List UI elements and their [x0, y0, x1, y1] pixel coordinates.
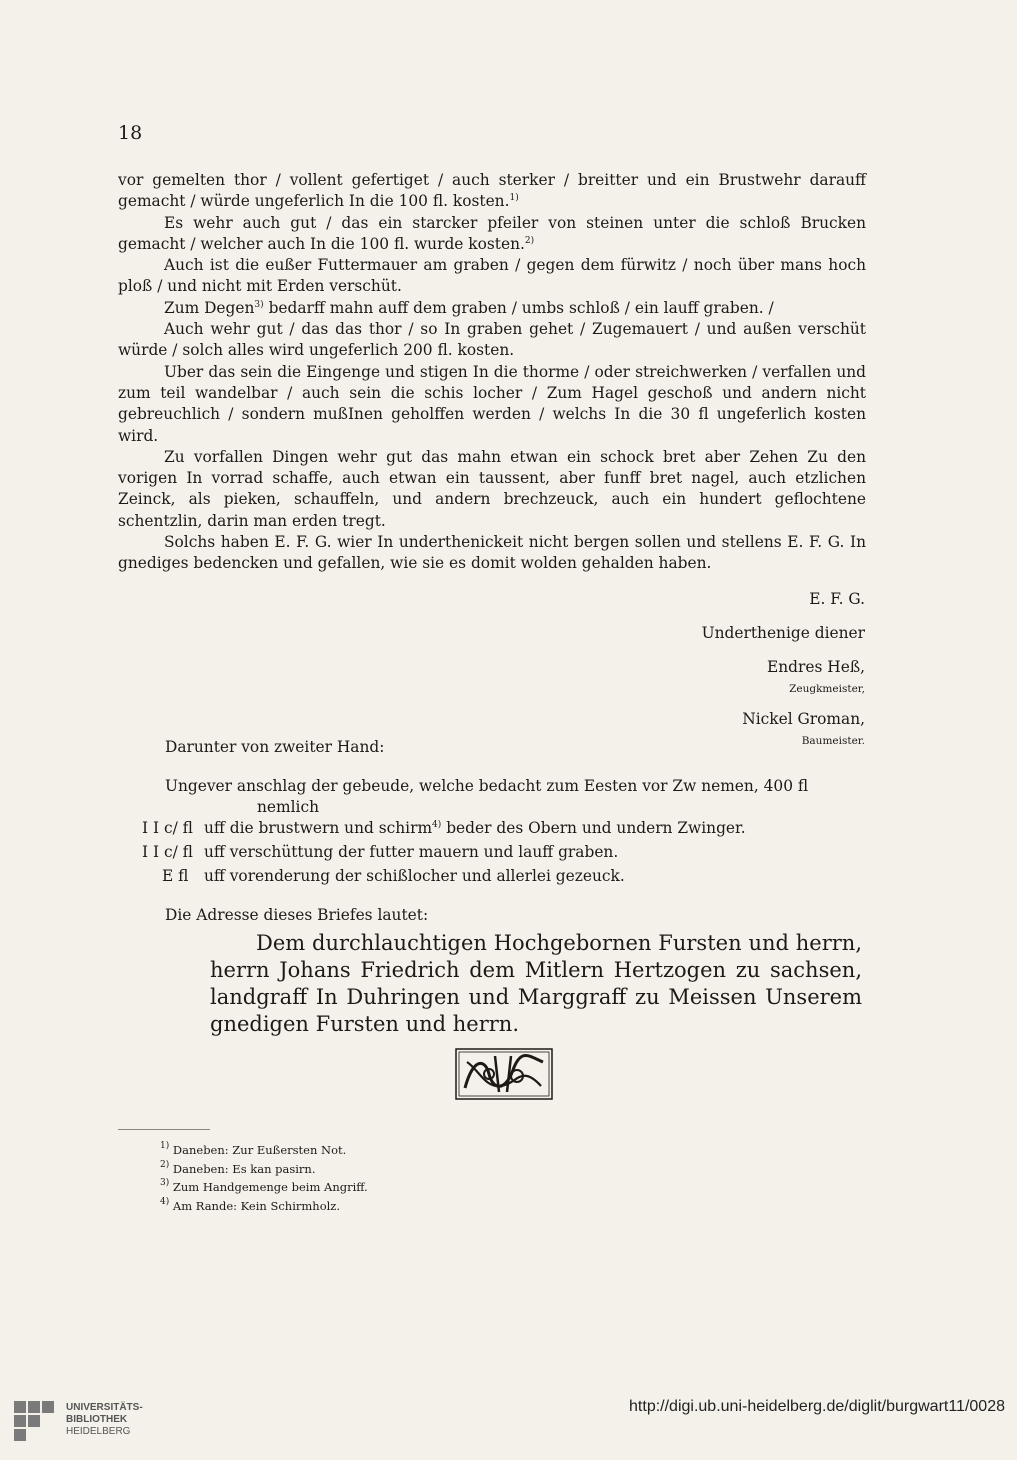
footnote-ref[interactable]: 2) [524, 235, 535, 246]
paragraph-1: vor gemelten thor / vollent gefertiget / auch sterker / breitter und ein Brustwehr darauff gemacht / würde ungeferlich In die 100 fl. kosten.$^{1)}$ [118, 171, 866, 211]
footnote-ref[interactable]: 1) [509, 193, 519, 204]
estimate-line-1: Ungever anschlag der gebeude, welche bedacht zum Eesten vor Zw nemen, 400 fl [165, 777, 809, 795]
footnotes [160, 1141, 368, 1215]
decorative-monogram-icon [455, 1048, 553, 1100]
footnote: $^{4)}$ Am Rande: Kein Schirmholz. [160, 1196, 341, 1213]
estimate-line-2: nemlich [257, 798, 319, 816]
paragraph-2: Es wehr auch gut / das ein starcker pfeiler von steinen unter die schloß Brucken gemacht / welcher auch In die 100 fl. wurde kosten.$^{2)}$ [118, 213, 866, 253]
paragraph-6: Uber das sein die Eingenge und stigen In die thorme / oder streichwerken / verfallen und zum teil wandelbar / auch sein die schis locher / Zum Hagel geschoß und andern nicht gebreuchlich / sondern mußInen geholffen werden / welchs In die 30 fl ungeferlich kosten wird. [118, 362, 866, 445]
item-amount: E fl [162, 867, 189, 885]
item-amount: I I c/ fl [142, 819, 193, 837]
paragraph-4: Zum Degen$^{3)}$ bedarff mahn auff dem graben / umbs schloß / ein lauff graben. / [164, 298, 774, 317]
signature-role-2: Baumeister. [801, 735, 865, 747]
signature-name-1: Endres Heß, [767, 658, 865, 676]
letter-address: Dem durchlauchtigen Hochgebornen Fursten und herrn, herrn Johans Friedrich dem Mitlern Hertzogen zu sachsen, landgraff In Duhringen und Marggraff zu Meissen Unserem gnedigen Fursten und herrn. [210, 931, 862, 1036]
footnote: $^{3)}$ Zum Handgemenge beim Angriff. [160, 1178, 368, 1194]
footnote-ref[interactable]: 4) [432, 820, 442, 830]
document-page: 18 vor gemelten thor / vollent gefertiget / auch sterker / breitter und ein Brustwehr darauff gemacht / würde ungeferlich In die 100 fl. kosten.$^{1)}$ Es wehr auch gut / das ein starcker pfeiler von steinen unter die schloß Brucken gemacht / welcher auch In die 100 fl. wurde kosten.$^{2)}$ Auch ist die eußer Futtermauer am graben / gegen dem fürwitz / noch über mans hoch ploß / und nicht mit Erden verschüt. Zum Degen$^{3)}$ bedarff mahn auff dem graben / umbs schloß / ein lauff graben. / Auch wehr gut / das das thor / so In graben gehet / Zugemauert / und außen verschüt würde / solch alles wird ungeferlich 200 fl. kosten. Uber das sein die Eingenge und stigen In die thorme / oder streichwerken / verfallen und zum teil wandelbar / auch sein die schis locher / Zum Hagel geschoß und andern nicht gebreuchlich / sondern mußInen geholffen werden / welchs In die 30 fl ungeferlich kosten wird. Zu vorfallen Dingen wehr gut das mahn etwan ein schock bret aber Zehen Zu den vorigen In vorrad schaffe, auch etwan ein taussent, aber funff bret nagel, auch etzlichen Zeinck, als pieken, schauffeln, und andern brechzeuck, auch ein hundert geflochtene schentzlin, darin man erden tregt. Solchs haben E. F. G. wier In underthenickeit nicht bergen sollen und stellens E. F. G. In gnediges bedencken und gefallen, wie sie es domit wolden gehalden haben. E. F. G. Underthenige diener Endres Heß, Zeugkmeister, Nickel Groman, Baumeister. Darunter von zweiter Hand: Ungever anschlag der gebeude, welche bedacht zum Eesten vor Zw nemen, 400 fl nemlich I I c/ fl uff die brustwern und schirm$^{4)}$ beder des Obern und undern Zwinger. I I c/ fl uff verschüttung der futter mauern und lauff graben. E fl uff vorenderung der schißlocher und allerlei gezeuck. Die Adresse dieses Briefes lautet: Dem durchlauchtigen Hochgebornen Fursten und herrn, herrn Johans Friedrich dem Mitlern Hertzogen zu sachsen, landgraff In Duhringen und Marggraff zu Meissen Unserem gnedigen Fursten und herrn. $^{1)}$ Daneben: Zur Eußersten Not. $^{2)}$ Daneben: Es kan pasirn. $^{3)}$ Zum Handgemenge beim Angriff. $^{4)}$ Am Rande: Kein Schirmholz. UNIVERSITÄTS- BIBLIOTHEK HEIDELBERG http://digi.ub.uni-heidelberg.de/diglit/burgwart11/0028 [0, 0, 1017, 1460]
item-text: uff vorenderung der schißlocher und allerlei gezeuck. [204, 867, 625, 885]
footnote: $^{1)}$ Daneben: Zur Eußersten Not. [160, 1141, 347, 1157]
item-amount: I I c/ fl [142, 843, 193, 861]
source-url[interactable]: http://digi.ub.uni-heidelberg.de/diglit/burgwart11/0028 [629, 1398, 1005, 1415]
item-text: uff die brustwern und schirm [204, 819, 433, 837]
signature-salutation: E. F. G. [809, 590, 865, 608]
item-text: uff verschüttung der futter mauern und lauff graben. [204, 843, 619, 861]
footnote: $^{2)}$ Daneben: Es kan pasirn. [160, 1159, 316, 1176]
paragraph-7: Zu vorfallen Dingen wehr gut das mahn etwan ein schock bret aber Zehen Zu den vorigen In vorrad schaffe, auch etwan ein taussent, aber funff bret nagel, auch etzlichen Zeinck, als pieken, schauffeln, und andern brechzeuck, auch ein hundert geflochtene schentzlin, darin man erden tregt. [118, 447, 866, 530]
second-hand-heading: Darunter von zweiter Hand: [165, 738, 385, 756]
signature-servant: Underthenige diener [701, 624, 865, 642]
page-number: 18 [118, 122, 143, 144]
paragraph-5: Auch wehr gut / das das thor / so In graben gehet / Zugemauert / und außen verschüt würde / solch alles wird ungeferlich 200 fl. kosten. [118, 320, 866, 360]
letter-body [118, 170, 866, 575]
estimate-block [165, 776, 845, 818]
paragraph-3: Auch ist die eußer Futtermauer am graben / gegen dem fürwitz / noch über mans hoch ploß / und nicht mit Erden verschüt. [118, 256, 866, 296]
signature-name-2: Nickel Groman, [742, 710, 865, 728]
footnote-divider [118, 1129, 210, 1130]
footnote-ref[interactable]: 3) [254, 299, 264, 310]
signature-role-1: Zeugkmeister, [789, 683, 865, 695]
address-intro: Die Adresse dieses Briefes lautet: [165, 906, 429, 924]
library-logo-icon[interactable] [12, 1399, 56, 1443]
paragraph-8: Solchs haben E. F. G. wier In underthenickeit nicht bergen sollen und stellens E. F. G. In gnediges bedencken und gefallen, wie sie es domit wolden gehalden haben. [118, 533, 866, 573]
library-name[interactable]: UNIVERSITÄTS- BIBLIOTHEK HEIDELBERG [66, 1402, 143, 1437]
